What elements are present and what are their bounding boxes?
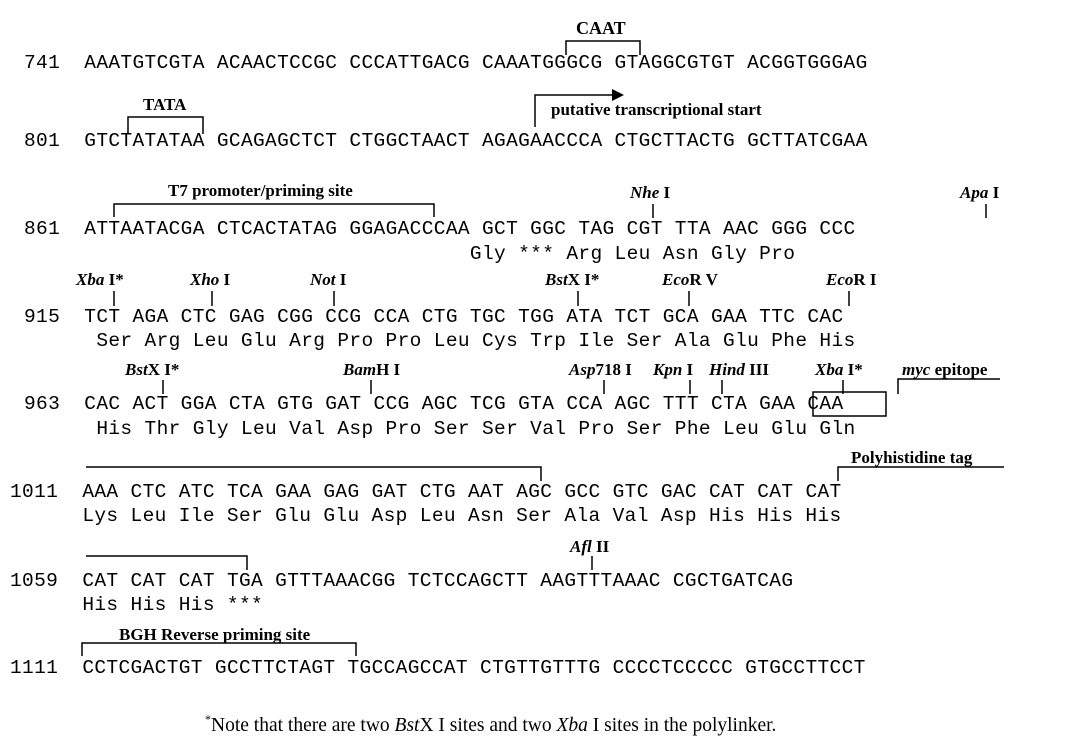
- his-bracket-start: [838, 467, 1004, 481]
- amino-acid-translation: Ser Arg Leu Glu Arg Pro Pro Leu Cys Trp Ile Ser Ala Glu Phe His: [96, 330, 856, 352]
- amino-acid-translation: His His His ***: [82, 594, 264, 616]
- t7-label: T7 promoter/priming site: [168, 181, 353, 200]
- nucleotide-sequence: GTCTATATAA GCAGAGCTCT CTGGCTAACT AGAGAACCCA CTGCTTACTG GCTTATCGAA: [84, 130, 868, 152]
- his-bracket-end: [86, 556, 247, 570]
- xba1-label: Xba I*: [76, 270, 124, 289]
- nucleotide-sequence: CAT CAT CAT TGA GTTTAAACGG TCTCCAGCTT AAGTTTAAAC CGCTGATCAG: [82, 570, 794, 592]
- position-number: 801: [24, 130, 61, 152]
- position-number: 741: [24, 52, 61, 74]
- nucleotide-sequence: ATTAATACGA CTCACTATAG GGAGACCCAA GCT GGC TAG CGT TTA AAC GGG CCC: [84, 218, 856, 240]
- bstx2-label: BstX I*: [125, 360, 180, 379]
- caat-label: CAAT: [576, 18, 626, 38]
- xho-label: Xho I: [190, 270, 231, 289]
- ecorv-label: EcoR V: [662, 270, 718, 289]
- xba-site-box: [813, 392, 886, 416]
- nucleotide-sequence: TCT AGA CTC GAG CGG CCG CCA CTG TGC TGG ATA TCT GCA GAA TTC CAC: [84, 306, 844, 328]
- tata-label: TATA: [143, 95, 187, 114]
- position-number: 861: [24, 218, 61, 240]
- caat-bracket: [566, 41, 640, 55]
- hind-label: Hind III: [709, 360, 770, 379]
- polyhistidine-label: Polyhistidine tag: [851, 448, 973, 467]
- myc-bracket-end: [86, 467, 541, 481]
- xba2-label: Xba I*: [815, 360, 863, 379]
- nhe-label: Nhe I: [630, 183, 671, 202]
- nucleotide-sequence: CAC ACT GGA CTA GTG GAT CCG AGC TCG GTA CCA AGC TTT CTA GAA CAA: [84, 393, 844, 415]
- ecori-label: EcoR I: [826, 270, 877, 289]
- amino-acid-translation: Gly *** Arg Leu Asn Gly Pro: [469, 243, 796, 265]
- myc-bracket-start: [898, 379, 1000, 394]
- nucleotide-sequence: AAATGTCGTA ACAACTCCGC CCCATTGACG CAAATGGGCG GTAGGCGTGT ACGGTGGGAG: [84, 52, 868, 74]
- bstx1-label: BstX I*: [545, 270, 600, 289]
- bgh-label: BGH Reverse priming site: [119, 625, 311, 644]
- not-label: Not I: [310, 270, 347, 289]
- position-number: 1011: [10, 481, 59, 503]
- kpn-label: Kpn I: [653, 360, 694, 379]
- apa-label: Apa I: [960, 183, 1000, 202]
- amino-acid-translation: Lys Leu Ile Ser Glu Glu Asp Leu Asn Ser Ala Val Asp His His His: [82, 505, 842, 527]
- position-number: 915: [24, 306, 61, 328]
- position-number: 1059: [10, 570, 59, 592]
- t7-bracket: [114, 204, 434, 217]
- footnote: *Note that there are two BstX I sites and two Xba I sites in the polylinker.: [205, 712, 777, 736]
- nucleotide-sequence: AAA CTC ATC TCA GAA GAG GAT CTG AAT AGC GCC GTC GAC CAT CAT CAT: [82, 481, 842, 503]
- transcription-start-label: putative transcriptional start: [551, 100, 762, 119]
- amino-acid-translation: His Thr Gly Leu Val Asp Pro Ser Ser Val Pro Ser Phe Leu Glu Gln: [96, 418, 856, 440]
- nucleotide-sequence: CCTCGACTGT GCCTTCTAGT TGCCAGCCAT CTGTTGTTTG CCCCTCCCCC GTGCCTTCCT: [82, 657, 866, 679]
- tata-bracket: [128, 117, 203, 134]
- position-number: 1111: [10, 657, 59, 679]
- asp-label: Asp718 I: [569, 360, 632, 379]
- myc-epitope-label: myc epitope: [902, 360, 988, 379]
- bgh-bracket: [82, 643, 356, 656]
- position-number: 963: [24, 393, 61, 415]
- bam-label: BamH I: [343, 360, 401, 379]
- afl-label: Afl II: [570, 537, 610, 556]
